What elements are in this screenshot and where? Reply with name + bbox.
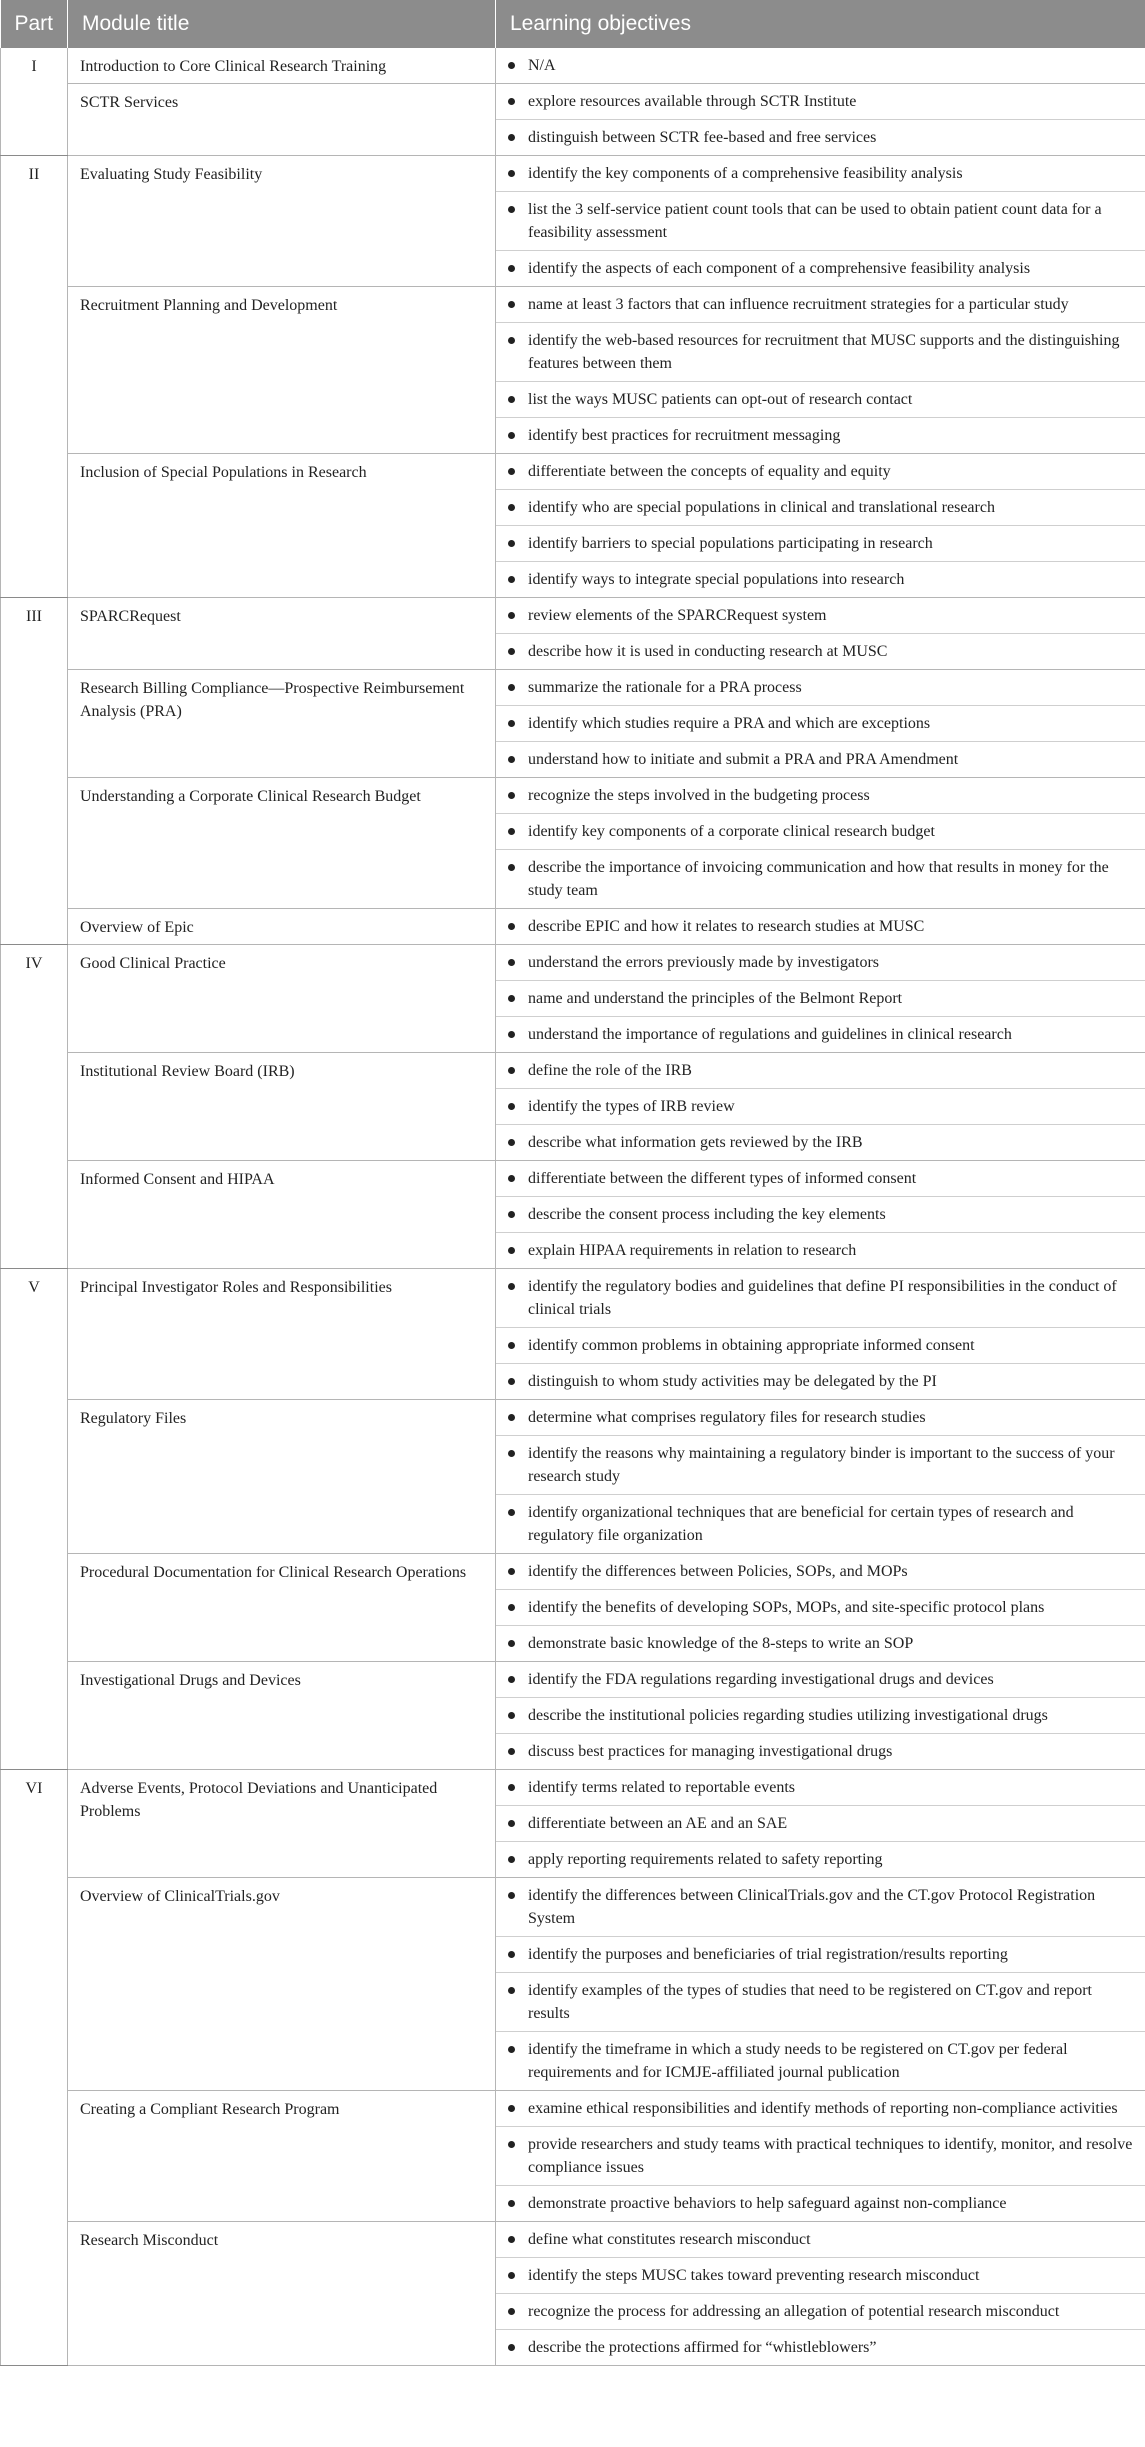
table-row xyxy=(1,287,1145,323)
learning-objective-item: describe what information gets reviewed by the IRB xyxy=(496,1125,1145,1161)
module-title-cell: Research Billing Compliance—Prospective Reimbursement Analysis (PRA) xyxy=(68,670,496,778)
learning-objective-item: identify the benefits of developing SOPs, MOPs, and site-specific protocol plans xyxy=(496,1590,1145,1626)
learning-objective-item: identify who are special populations in clinical and translational research xyxy=(496,490,1145,526)
learning-objective-item: identify the purposes and beneficiaries of trial registration/results reporting xyxy=(496,1937,1145,1973)
learning-objective-item: name and understand the principles of the Belmont Report xyxy=(496,981,1145,1017)
learning-objective-item: understand the importance of regulations and guidelines in clinical research xyxy=(496,1017,1145,1053)
table-row xyxy=(1,156,1145,192)
module-title-cell: Informed Consent and HIPAA xyxy=(68,1161,496,1269)
table-row xyxy=(1,945,1145,981)
table-row xyxy=(1,909,1145,945)
module-title-cell: Investigational Drugs and Devices xyxy=(68,1662,496,1770)
table-row xyxy=(1,670,1145,706)
module-title-cell: Overview of ClinicalTrials.gov xyxy=(68,1878,496,2091)
learning-objective-item: identify common problems in obtaining appropriate informed consent xyxy=(496,1328,1145,1364)
module-title-cell: Understanding a Corporate Clinical Research Budget xyxy=(68,778,496,909)
learning-objective-item: provide researchers and study teams with practical techniques to identify, monitor, and resolve compliance issues xyxy=(496,2127,1145,2186)
learning-objective-item: identify the timeframe in which a study needs to be registered on CT.gov per federal requirements and for ICMJE-affiliated journal publication xyxy=(496,2032,1145,2091)
learning-objective-item: identify the key components of a comprehensive feasibility analysis xyxy=(496,156,1145,192)
table-row xyxy=(1,2091,1145,2127)
table-row xyxy=(1,2222,1145,2258)
table-body xyxy=(1,48,1145,2366)
learning-objective-item: define the role of the IRB xyxy=(496,1053,1145,1089)
learning-objective-item: list the ways MUSC patients can opt-out of research contact xyxy=(496,382,1145,418)
module-title-cell: SPARCRequest xyxy=(68,598,496,670)
learning-objective-item: identify which studies require a PRA and which are exceptions xyxy=(496,706,1145,742)
learning-objective-item: identify the steps MUSC takes toward preventing research misconduct xyxy=(496,2258,1145,2294)
learning-objective-item: identify ways to integrate special populations into research xyxy=(496,562,1145,598)
learning-objective-item: differentiate between the concepts of equality and equity xyxy=(496,454,1145,490)
learning-objective-item: identify the reasons why maintaining a regulatory binder is important to the success of your research study xyxy=(496,1436,1145,1495)
learning-objective-item: understand the errors previously made by investigators xyxy=(496,945,1145,981)
table-row xyxy=(1,1400,1145,1436)
module-title-cell: Principal Investigator Roles and Responsibilities xyxy=(68,1269,496,1400)
part-cell: III xyxy=(1,598,68,945)
learning-objective-item: distinguish to whom study activities may be delegated by the PI xyxy=(496,1364,1145,1400)
learning-objective-item: recognize the steps involved in the budgeting process xyxy=(496,778,1145,814)
table-row xyxy=(1,1770,1145,1806)
learning-objective-item: apply reporting requirements related to safety reporting xyxy=(496,1842,1145,1878)
table-row xyxy=(1,84,1145,120)
learning-objective-item: describe the consent process including the key elements xyxy=(496,1197,1145,1233)
part-cell: IV xyxy=(1,945,68,1269)
module-title-cell: Institutional Review Board (IRB) xyxy=(68,1053,496,1161)
header-part: Part xyxy=(1,0,68,48)
learning-objective-item: explain HIPAA requirements in relation to research xyxy=(496,1233,1145,1269)
learning-objective-item: identify the differences between Policies, SOPs, and MOPs xyxy=(496,1554,1145,1590)
module-title-cell: Overview of Epic xyxy=(68,909,496,945)
part-cell: II xyxy=(1,156,68,598)
learning-objective-item: understand how to initiate and submit a PRA and PRA Amendment xyxy=(496,742,1145,778)
header-module-title: Module title xyxy=(68,0,496,48)
learning-objective-item: identify best practices for recruitment messaging xyxy=(496,418,1145,454)
learning-objective-item: differentiate between an AE and an SAE xyxy=(496,1806,1145,1842)
table-row xyxy=(1,778,1145,814)
module-title-cell: Creating a Compliant Research Program xyxy=(68,2091,496,2222)
learning-objective-item: examine ethical responsibilities and identify methods of reporting non-compliance activities xyxy=(496,2091,1145,2127)
table-row xyxy=(1,48,1145,84)
learning-objective-item: identify the FDA regulations regarding investigational drugs and devices xyxy=(496,1662,1145,1698)
module-title-cell: Evaluating Study Feasibility xyxy=(68,156,496,287)
module-title-cell: Recruitment Planning and Development xyxy=(68,287,496,454)
part-cell: V xyxy=(1,1269,68,1770)
learning-objective-item: identify the aspects of each component of a comprehensive feasibility analysis xyxy=(496,251,1145,287)
learning-objective-item: identify organizational techniques that are beneficial for certain types of research and regulatory file organization xyxy=(496,1495,1145,1554)
table-row xyxy=(1,1662,1145,1698)
learning-objective-item: describe the protections affirmed for “whistleblowers” xyxy=(496,2330,1145,2366)
module-title-cell: Adverse Events, Protocol Deviations and Unanticipated Problems xyxy=(68,1770,496,1878)
part-cell: VI xyxy=(1,1770,68,2366)
learning-objective-item: identify the differences between ClinicalTrials.gov and the CT.gov Protocol Registration System xyxy=(496,1878,1145,1937)
learning-objective-item: identify barriers to special populations participating in research xyxy=(496,526,1145,562)
learning-objective-item: describe EPIC and how it relates to research studies at MUSC xyxy=(496,909,1145,945)
learning-objective-item: describe the institutional policies regarding studies utilizing investigational drugs xyxy=(496,1698,1145,1734)
module-title-cell: Introduction to Core Clinical Research Training xyxy=(68,48,496,84)
learning-objective-item: describe the importance of invoicing communication and how that results in money for the study team xyxy=(496,850,1145,909)
table-row xyxy=(1,598,1145,634)
learning-objective-item: discuss best practices for managing investigational drugs xyxy=(496,1734,1145,1770)
learning-objective-item: review elements of the SPARCRequest system xyxy=(496,598,1145,634)
module-title-cell: SCTR Services xyxy=(68,84,496,156)
module-title-cell: Regulatory Files xyxy=(68,1400,496,1554)
table-row xyxy=(1,1878,1145,1937)
learning-objective-item: identify the web-based resources for recruitment that MUSC supports and the distinguishing features between them xyxy=(496,323,1145,382)
learning-objective-item: identify examples of the types of studies that need to be registered on CT.gov and report results xyxy=(496,1973,1145,2032)
table-row xyxy=(1,1269,1145,1328)
learning-objective-item: name at least 3 factors that can influence recruitment strategies for a particular study xyxy=(496,287,1145,323)
module-title-cell: Procedural Documentation for Clinical Research Operations xyxy=(68,1554,496,1662)
table-header xyxy=(1,0,1145,48)
learning-objective-item: identify the regulatory bodies and guidelines that define PI responsibilities in the conduct of clinical trials xyxy=(496,1269,1145,1328)
module-title-cell: Research Misconduct xyxy=(68,2222,496,2366)
learning-objective-item: differentiate between the different types of informed consent xyxy=(496,1161,1145,1197)
table-row xyxy=(1,1161,1145,1197)
learning-objective-item: N/A xyxy=(496,48,1145,84)
learning-objective-item: explore resources available through SCTR Institute xyxy=(496,84,1145,120)
module-title-cell: Good Clinical Practice xyxy=(68,945,496,1053)
header-learning-objectives: Learning objectives xyxy=(496,0,1145,48)
learning-objective-item: describe how it is used in conducting research at MUSC xyxy=(496,634,1145,670)
learning-objective-item: demonstrate basic knowledge of the 8-steps to write an SOP xyxy=(496,1626,1145,1662)
learning-objective-item: identify terms related to reportable events xyxy=(496,1770,1145,1806)
learning-objective-item: determine what comprises regulatory files for research studies xyxy=(496,1400,1145,1436)
table-row xyxy=(1,454,1145,490)
learning-objective-item: identify the types of IRB review xyxy=(496,1089,1145,1125)
learning-objective-item: list the 3 self-service patient count tools that can be used to obtain patient count data for a feasibility assessment xyxy=(496,192,1145,251)
learning-objective-item: define what constitutes research misconduct xyxy=(496,2222,1145,2258)
learning-objective-item: summarize the rationale for a PRA process xyxy=(496,670,1145,706)
table-row xyxy=(1,1554,1145,1590)
learning-objective-item: recognize the process for addressing an allegation of potential research misconduct xyxy=(496,2294,1145,2330)
learning-objective-item: distinguish between SCTR fee-based and free services xyxy=(496,120,1145,156)
table-row xyxy=(1,1053,1145,1089)
learning-objective-item: demonstrate proactive behaviors to help safeguard against non-compliance xyxy=(496,2186,1145,2222)
learning-objective-item: identify key components of a corporate clinical research budget xyxy=(496,814,1145,850)
part-cell: I xyxy=(1,48,68,156)
module-title-cell: Inclusion of Special Populations in Research xyxy=(68,454,496,598)
